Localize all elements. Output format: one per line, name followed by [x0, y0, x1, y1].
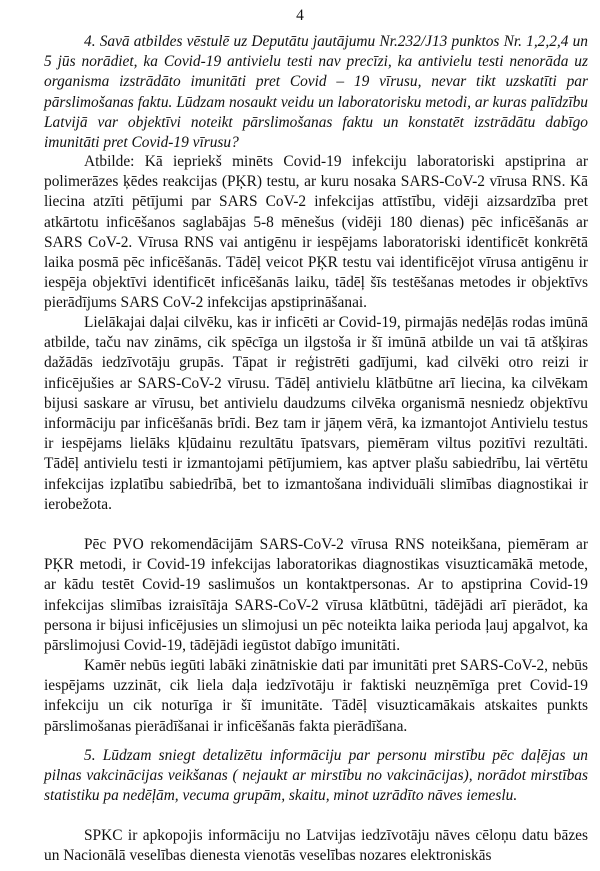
question-5 — [44, 746, 588, 807]
answer-4-paragraph-2: Lielākajai daļai cilvēku, kas ir inficēti ar Covid-19, pirmajās nedēļās rodas imūnā atbilde, taču nav zināms, cik spēcīga un ilgstoša ir šī imūnā atbilde un vai tā atšķiras dažādās iedzīvotāju grupās. Tāpat ir reģistrēti gadījumi, kad cilvēki otro reizi ir inficējušies ar SARS-CoV-2 vīrusu. Tādēļ antivielu klātbūtne arī liecina, ka cilvēkam bijusi saskare ar vīrusu, bet antivielu daudzums cilvēka organismā nesniedz objektīvu informāciju par inficēšanās brīdi. Bez tam ir jāņem vērā, ka izmantojot Antivielu testus ir iespējams lielāks kļūdainu rezultātu īpatsvars, piemēram viltus pozitīvi rezultāti. Tādēļ antivielu testi ir izmantojami pētījumiem, kas aptver plašu sabiedrību, lai vērtētu infekcijas izplatību sabiedrībā, bet to izmantošana individuāli slimības diagnostikai ir ierobežota. — [44, 314, 588, 513]
question-5-text: 5. Lūdzam sniegt detalizētu informāciju par personu mirstību pēc daļējas un pilnas vakcinācijas veikšanas ( nejaukt ar mirstību no vakcinācijas), norādot mirstības statistiku pa nedēļām, vecuma grupām, skaitu, minot uzrādīto nāves iemeslu. — [44, 747, 588, 805]
answer-5-start: SPKC ir apkopojis informāciju no Latvijas iedzīvotāju nāves cēloņu datu bāzes un Nacionālā veselības dienesta vienotās veselības nozares elektroniskās — [44, 827, 588, 865]
page-number: 4 — [296, 7, 304, 24]
answer-4-paragraph-1: Atbilde: Kā iepriekš minēts Covid-19 infekciju laboratoriski apstiprina ar polimerāzes ķēdes reakcijas (PĶR) testu, ar kuru nosaka SARS-CoV-2 vīrusa RNS. Kā liecina atzīti pētījumi par SARS CoV-2 infekcijas attīstību, vidēji aizsardzība pret atkārtotu inficēšanos saglabājas 5-8 mēnešus (vidēji 180 dienas) pēc inficēšanās ar SARS CoV-2. Vīrusa RNS vai antigēnu ir iespējams laboratoriski identificēt konkrētā laika posmā pēc inficēšanās. Tādēļ veicot PĶR testu vai identificējot vīrusa antigēnu ir iespēja objektīvi identificēt inficēšanās laiku, tādēļ šīs testēšanas metodes ir objektīvs pierādījums SARS CoV-2 infekcijas apstiprināšanai. — [44, 153, 588, 312]
question-4 — [44, 32, 588, 153]
answer-4-paragraph-3: Pēc PVO rekomendācijām SARS-CoV-2 vīrusa RNS noteikšana, piemēram ar PĶR metodi, ir Covid-19 infekcijas laboratorikas diagnostikas visuzticamākā metode, ar kādu testēt Covid-19 saslimušos un kontaktpersonas. Ar to apstiprina Covid-19 infekcijas slimības izraisītāja SARS-CoV-2 vīrusa klātbūtni, tādējādi arī pierādot, ka persona ir bijusi inficējusies un slimojusi un pēc noteikta laika perioda ļauj apgalvot, ka pārslimojusi Covid-19, tādējādi iegūstot dabīgo imunitāti. — [44, 536, 588, 655]
answer-4-paragraph-4: Kamēr nebūs iegūti labāki zinātniskie dati par imunitāti pret SARS-CoV-2, nebūs iespējams uzzināt, cik liela daļa iedzīvotāju ir faktiski neuzņēmīga pret Covid-19 infekciju un cik noturīga ir šī imunitāte. Tādēļ visuzticamākais atskaites punkts pārslimošanas pierādīšanai ir inficēšanās fakta pierādīšana. — [44, 657, 588, 735]
question-4-text: 4. Savā atbildes vēstulē uz Deputātu jautājumu Nr.232/J13 punktos Nr. 1,2,2,4 un 5 jūs norādiet, ka Covid-19 antivielu testi nav precīzi, ka antivielu testi nenorāda uz organisma izstrādāto imunitāti pret Covid – 19 vīrusu, nevar tikt uzskatīti par pārslimošanas faktu. Lūdzam nosaukt veidu un laboratorisku metodi, ar kuras palīdzību Latvijā var objektīvi noteikt pārslimošanas faktu un konstatēt izstrādātu dabīgo imunitāti pret Covid-19 vīrusu? — [44, 33, 588, 152]
